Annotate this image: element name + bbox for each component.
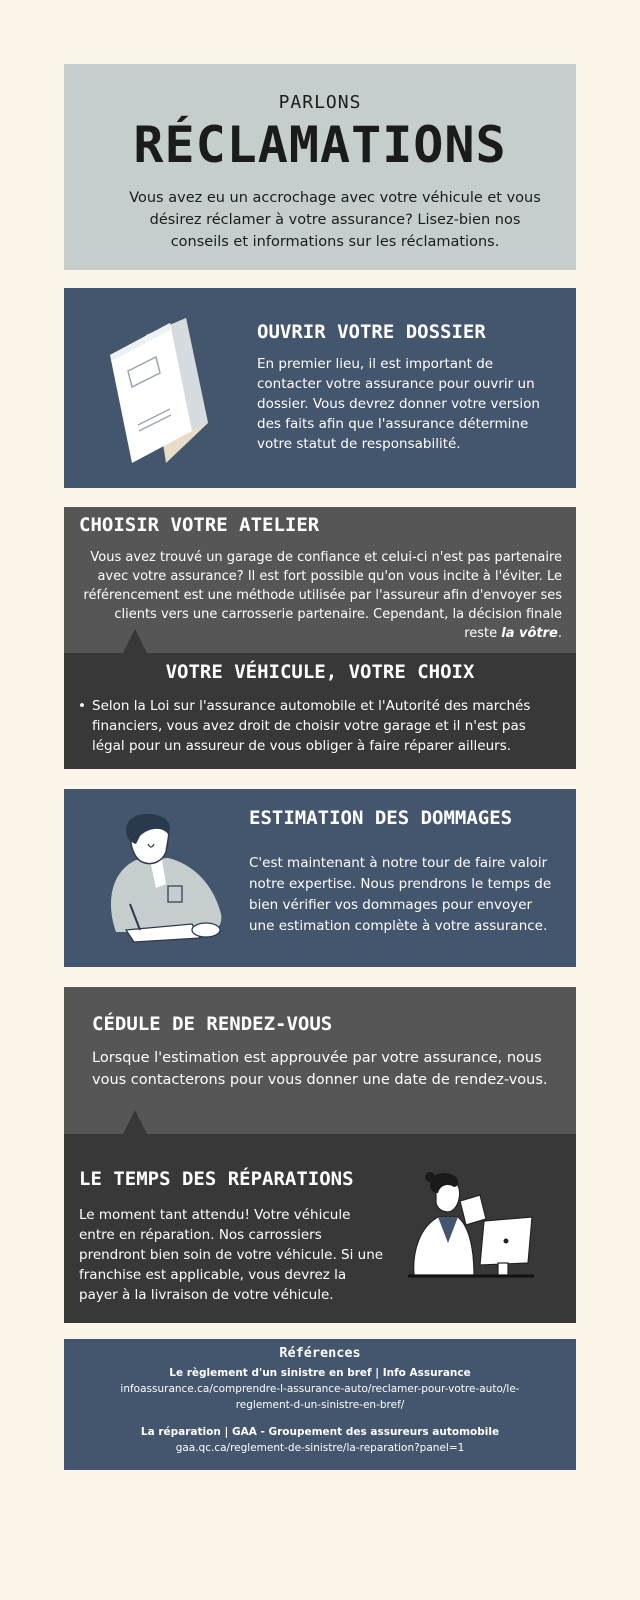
atelier-text — [79, 548, 562, 643]
atelier-subtitle: VOTRE VÉHICULE, VOTRE CHOIX — [165, 661, 475, 683]
reference-1-label: Le règlement d'un sinistre en bref | Info Assurance — [169, 1367, 471, 1379]
header-kicker: PARLONS — [278, 92, 362, 113]
reference-1-url[interactable]: infoassurance.ca/comprendre-l-assurance-auto/reclamer-pour-votre-auto/le-reglement-d-un-sinistre-en-bref/ — [120, 1383, 520, 1411]
atelier-emphasis: la vôtre — [501, 626, 558, 641]
pointer-triangle — [123, 1110, 147, 1134]
reference-1 — [94, 1365, 546, 1413]
person-writing-icon — [96, 814, 231, 944]
reference-2-label: La réparation | GAA - Groupement des assureurs automobile — [140, 1426, 500, 1438]
rdv-text: Lorsque l'estimation est approuvée par votre assurance, nous vous contacterons pour vous donner une date de rendez-vous. — [92, 1050, 548, 1088]
reference-2-url[interactable]: gaa.qc.ca/reglement-de-sinistre/la-reparation?panel=1 — [175, 1442, 465, 1454]
dossier-text: En premier lieu, il est important de contacter votre assurance pour ouvrir un dossier. Vous devrez donner votre version des faits afin que l'assurance détermine votre statut de responsabilité. — [257, 356, 540, 452]
list-item — [78, 696, 556, 756]
dossier-title: OUVRIR VOTRE DOSSIER — [257, 321, 486, 343]
atelier-bullet-list — [78, 696, 556, 756]
section-estimation — [64, 789, 576, 967]
section-dossier — [64, 288, 576, 488]
atelier-text-end: . — [557, 626, 562, 641]
estimation-title: ESTIMATION DES DOMMAGES — [249, 807, 513, 829]
atelier-text-body: Vous avez trouvé un garage de confiance et celui-ci n'est pas partenaire avec votre assurance? Il est fort possible qu'on vous incite à l'éviter. Le référencement est une méthode utilisée par l'assureur afin d'envoyer ses clients vers une carrosserie partenaire. Cependant, la décision finale reste — [83, 550, 562, 641]
woman-computer-icon — [408, 1171, 538, 1281]
references-panel — [64, 1339, 576, 1470]
estimation-text: C'est maintenant à notre tour de faire valoir notre expertise. Nous prendrons le temps de bien vérifier vos dommages pour envoyer une estimation complète à votre assurance. — [249, 855, 552, 934]
rdv-text2: Le moment tant attendu! Votre véhicule entre en réparation. Nos carrossiers prendront bien soin de votre véhicule. Si une franchise est applicable, vous devrez la payer à la livraison de votre véhicule. — [79, 1207, 384, 1303]
header-panel — [64, 64, 576, 270]
rdv-title: CÉDULE DE RENDEZ-VOUS — [92, 1013, 333, 1035]
rdv-subtitle: LE TEMPS DES RÉPARATIONS — [79, 1168, 354, 1190]
reference-2 — [94, 1424, 546, 1456]
atelier-title: CHOISIR VOTRE ATELIER — [79, 514, 320, 536]
section-rendez-vous — [64, 987, 576, 1323]
bullet-dot-icon: • — [78, 698, 86, 714]
page-title: RÉCLAMATIONS — [133, 116, 507, 174]
section-atelier — [64, 507, 576, 769]
references-title: Références — [279, 1345, 361, 1361]
pointer-triangle — [123, 629, 147, 653]
folder-icon — [108, 313, 218, 463]
header-intro: Vous avez eu un accrochage avec votre véhicule et vous désirez réclamer à votre assurance? Lisez-bien nos conseils et informations sur les réclamations. — [129, 190, 541, 250]
atelier-bullet-text: Selon la Loi sur l'assurance automobile et l'Autorité des marchés financiers, vous avez droit de choisir votre garage et il n'est pas légal pour un assureur de vous obliger à faire réparer ailleurs. — [92, 698, 531, 754]
